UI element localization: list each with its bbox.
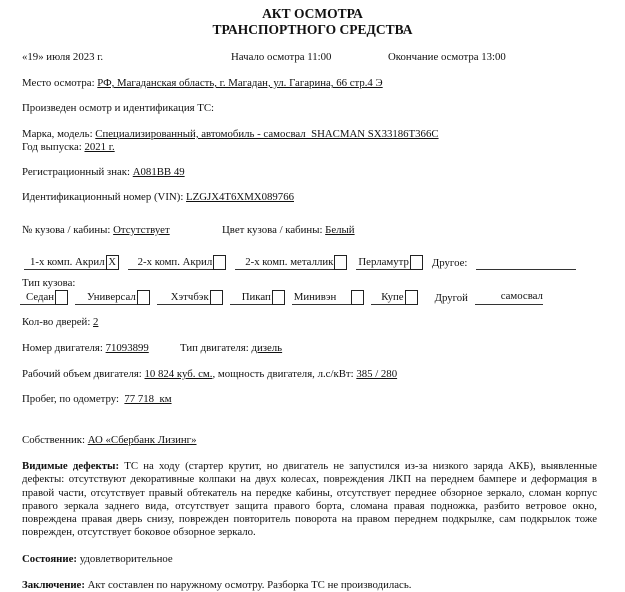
paint-option-label: Перламутр	[358, 256, 409, 268]
mileage-label: Пробег, по одометру:	[22, 393, 125, 405]
doc-title-line1: АКТ ОСМОТРА	[262, 6, 363, 21]
place-label: Место осмотра:	[22, 77, 98, 89]
body-type-option[interactable]	[20, 290, 68, 305]
identification-text: Произведен осмотр и идентификация ТС:	[22, 102, 215, 114]
model-label: Марка, модель:	[22, 128, 96, 140]
checkbox[interactable]	[210, 290, 223, 305]
checkbox[interactable]	[137, 290, 150, 305]
conclusion-row	[22, 579, 597, 592]
body-no-row	[22, 224, 170, 237]
defects-paragraph	[22, 460, 597, 540]
mileage-row	[22, 393, 172, 406]
body-type-other-value[interactable]: самосвал	[475, 290, 543, 305]
body-no-value: Отсутствует	[113, 224, 170, 236]
checkbox[interactable]: X	[106, 255, 119, 270]
body-type-other-label: Другой	[434, 292, 468, 304]
engine-no-value: 71093899	[105, 342, 149, 354]
paint-option[interactable]	[128, 255, 227, 270]
vin-row	[22, 191, 294, 204]
color-row	[222, 224, 355, 237]
inspection-end: Окончание осмотра 13:00	[388, 51, 506, 63]
paint-option[interactable]	[235, 255, 347, 270]
engine-type-value: дизель	[251, 342, 283, 354]
reg-value: А081ВВ 49	[132, 166, 185, 178]
vin-value: LZGJX4T6XMX089766	[186, 191, 294, 203]
volume-label: Рабочий объем двигателя:	[22, 368, 145, 380]
model-row	[22, 128, 439, 141]
engine-type-row	[180, 342, 282, 355]
body-no-label: № кузова / кабины:	[22, 224, 114, 236]
checkbox[interactable]	[334, 255, 347, 270]
paint-other-field[interactable]	[476, 255, 576, 270]
place-value: РФ, Магаданская область, г. Магадан, ул. Гагарина, 66 стр.4 Э	[97, 77, 383, 89]
body-type-option-label: Хэтчбэк	[170, 291, 209, 303]
paint-row	[24, 255, 576, 270]
checkbox[interactable]	[405, 290, 418, 305]
body-type-option[interactable]	[75, 290, 150, 305]
findings-section	[22, 460, 597, 592]
engine-type-label: Тип двигателя:	[180, 342, 252, 354]
paint-option-label: 1-х комп. Акрил	[30, 256, 105, 268]
paint-option[interactable]	[24, 255, 119, 270]
doc-title-line2: ТРАНСПОРТНОГО СРЕДСТВА	[212, 22, 413, 37]
checkbox[interactable]	[55, 290, 68, 305]
engine-no-row	[22, 342, 149, 355]
year-label: Год выпуска:	[22, 141, 85, 153]
power-label: , мощность двигателя, л.с/кВт:	[212, 368, 357, 380]
engine-no-label: Номер двигателя:	[22, 342, 106, 354]
vin-label: Идентификационный номер (VIN):	[22, 191, 187, 203]
doors-row	[22, 316, 98, 329]
body-type-option[interactable]	[371, 290, 417, 305]
volume-row	[22, 368, 397, 381]
doors-value: 2	[93, 316, 99, 328]
paint-other-label: Другое:	[431, 257, 468, 269]
owner-label: Собственник:	[22, 434, 88, 446]
paint-option-label: 2-х комп. металлик	[245, 256, 334, 268]
body-type-option[interactable]	[230, 290, 285, 305]
doors-label: Кол-во дверей:	[22, 316, 94, 328]
body-type-option-label: Седан	[26, 291, 55, 303]
body-type-option-label: Пикап	[241, 291, 271, 303]
body-type-option-label: Купе	[381, 291, 404, 303]
body-type-row	[20, 290, 543, 305]
reg-label: Регистрационный знак:	[22, 166, 133, 178]
place-row	[22, 77, 383, 90]
model-value: Специализированный, автомобиль - самосвал SHACMAN SX33186T366C	[95, 128, 439, 140]
owner-value: АО «Сбербанк Лизинг»	[87, 434, 197, 446]
body-type-option-label: Минивэн	[293, 291, 337, 303]
color-label: Цвет кузова / кабины:	[222, 224, 326, 236]
checkbox[interactable]	[272, 290, 285, 305]
paint-option-label: 2-х комп. Акрил	[137, 256, 213, 268]
reg-row	[22, 166, 185, 179]
body-type-option-label: Универсал	[87, 291, 136, 303]
mileage-value: 77 718 км	[124, 393, 172, 405]
defects-text: ТС на ходу (стартер крутит, но двигатель не запустился из-за низкого заряда АКБ), выявленные дефекты: отсутствуют декоративные колпаки на двух колесах, повреждения ЛКП на переднем бампере и деформация в правой части, отсутствует правый обтекатель на передке кабины, отсутствует переднее обзорное зеркало, сломан корпус правого зеркала заднего вида, отсутствует защита правого борта, сломана правая подножка, разбито ветровое окно, повреждена правая дверь снизу, поврежден повторитель поворота на правом переднем подкрылке, сам подкрылок тоже поврежден, отсутствует боковое обзорное зеркало.	[22, 460, 597, 539]
year-row	[22, 141, 115, 154]
owner-row	[22, 434, 197, 447]
state-label: Состояние:	[22, 552, 78, 565]
state-row	[22, 553, 597, 566]
volume-value: 10 824 куб. см.	[144, 368, 213, 380]
body-type-option[interactable]	[292, 290, 364, 305]
defects-label: Видимые дефекты:	[22, 460, 120, 472]
state-value: удовлетворительное	[77, 552, 173, 565]
conclusion-label: Заключение:	[22, 578, 85, 591]
body-type-option[interactable]	[157, 290, 223, 305]
conclusion-value: Акт составлен по наружному осмотру. Разборка ТС не производилась.	[84, 578, 412, 591]
inspection-date: «19» июля 2023 г.	[22, 51, 104, 63]
checkbox[interactable]	[410, 255, 423, 270]
power-value: 385 / 280	[356, 368, 398, 380]
color-value: Белый	[325, 224, 355, 236]
paint-option[interactable]	[356, 255, 423, 270]
year-value: 2021 г.	[84, 141, 115, 153]
body-type-label: Тип кузова:	[22, 277, 76, 289]
checkbox[interactable]	[351, 290, 364, 305]
inspection-start: Начало осмотра 11:00	[231, 51, 332, 63]
checkbox[interactable]	[213, 255, 226, 270]
